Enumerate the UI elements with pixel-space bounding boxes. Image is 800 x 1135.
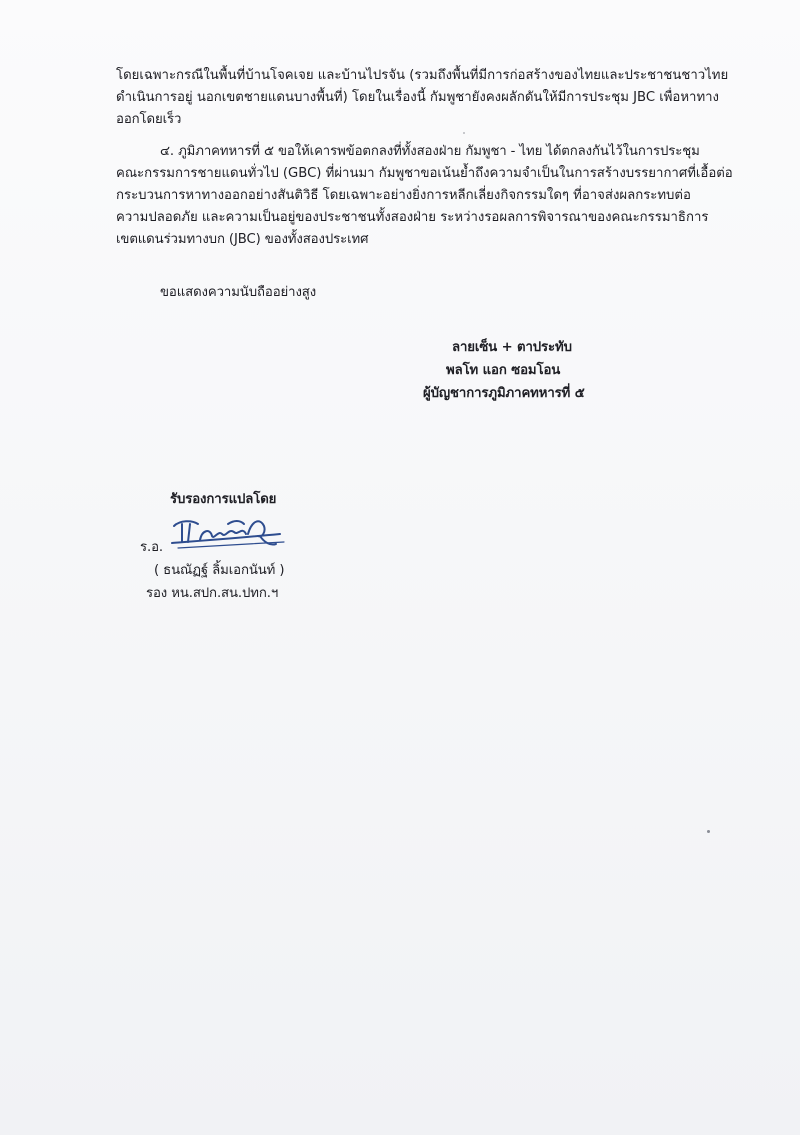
text-line: กระบวนการหาทางออกอย่างสันติวิธี โดยเฉพาะอย่างยิ่งการหลีกเลี่ยงกิจกรรมใดๆ ที่อาจส่งผลกระทบต่อ: [116, 188, 691, 203]
signatory-name: พลโท แอก ซอมโอน: [446, 363, 561, 378]
paragraph-4-line-4: [116, 209, 724, 227]
text-line: คณะกรรมการชายแดนทั่วไป (GBC) ที่ผ่านมา กัมพูชาขอเน้นย้ำถึงความจำเป็นในการสร้างบรรยากาศที่เอื้อต่อ: [116, 166, 733, 181]
text-line: ดำเนินการอยู่ นอกเขตชายแดนบางพื้นที่) โดยในเรื่องนี้ กัมพูชายังคงผลักดันให้มีการประชุม JBC เพื่อหาทาง: [116, 90, 719, 105]
scan-speck: [707, 830, 710, 833]
scan-speck: [463, 132, 465, 134]
rank-prefix: ร.อ.: [140, 540, 163, 555]
translator-position: รอง หน.สปก.สน.ปทก.ฯ: [146, 586, 279, 601]
paragraph-4-line-3: [116, 187, 724, 205]
paragraph-4-line-1: ๔. ภูมิภาคทหารที่ ๕ ขอให้เคารพข้อตกลงที่ทั้งสองฝ่าย กัมพูชา - ไทย ได้ตกลงกันไว้ในการประชุม: [160, 144, 700, 159]
paragraph-continuation-line-1: [116, 67, 729, 85]
text-line: ความปลอดภัย และความเป็นอยู่ของประชาชนทั้งสองฝ่าย ระหว่างรอผลการพิจารณาของคณะกรรมาธิการ: [116, 210, 709, 225]
signature-stamp-note: ลายเซ็น + ตาประทับ: [452, 340, 572, 355]
paragraph-4-line-5: เขตแดนร่วมทางบก (JBC) ของทั้งสองประเทศ: [116, 232, 369, 247]
paragraph-continuation-line-3: ออกโดยเร็ว: [116, 112, 182, 127]
text-line: โดยเฉพาะกรณีในพื้นที่บ้านโจคเจย และบ้านไปรจัน (รวมถึงพื้นที่มีการก่อสร้างของไทยและประชาชนชาวไทย: [116, 68, 729, 83]
signatory-title: ผู้บัญชาการภูมิภาคทหารที่ ๕: [423, 386, 585, 401]
closing-salutation: ขอแสดงความนับถืออย่างสูง: [160, 285, 317, 300]
handwritten-signature: [168, 512, 288, 558]
paragraph-4-line-2: [116, 165, 733, 183]
certification-heading: รับรองการแปลโดย: [170, 492, 277, 507]
paragraph-continuation-line-2: [116, 89, 724, 107]
translator-name: ( ธนณัฏฐ์ ลิ้มเอกนันท์ ): [154, 563, 285, 578]
